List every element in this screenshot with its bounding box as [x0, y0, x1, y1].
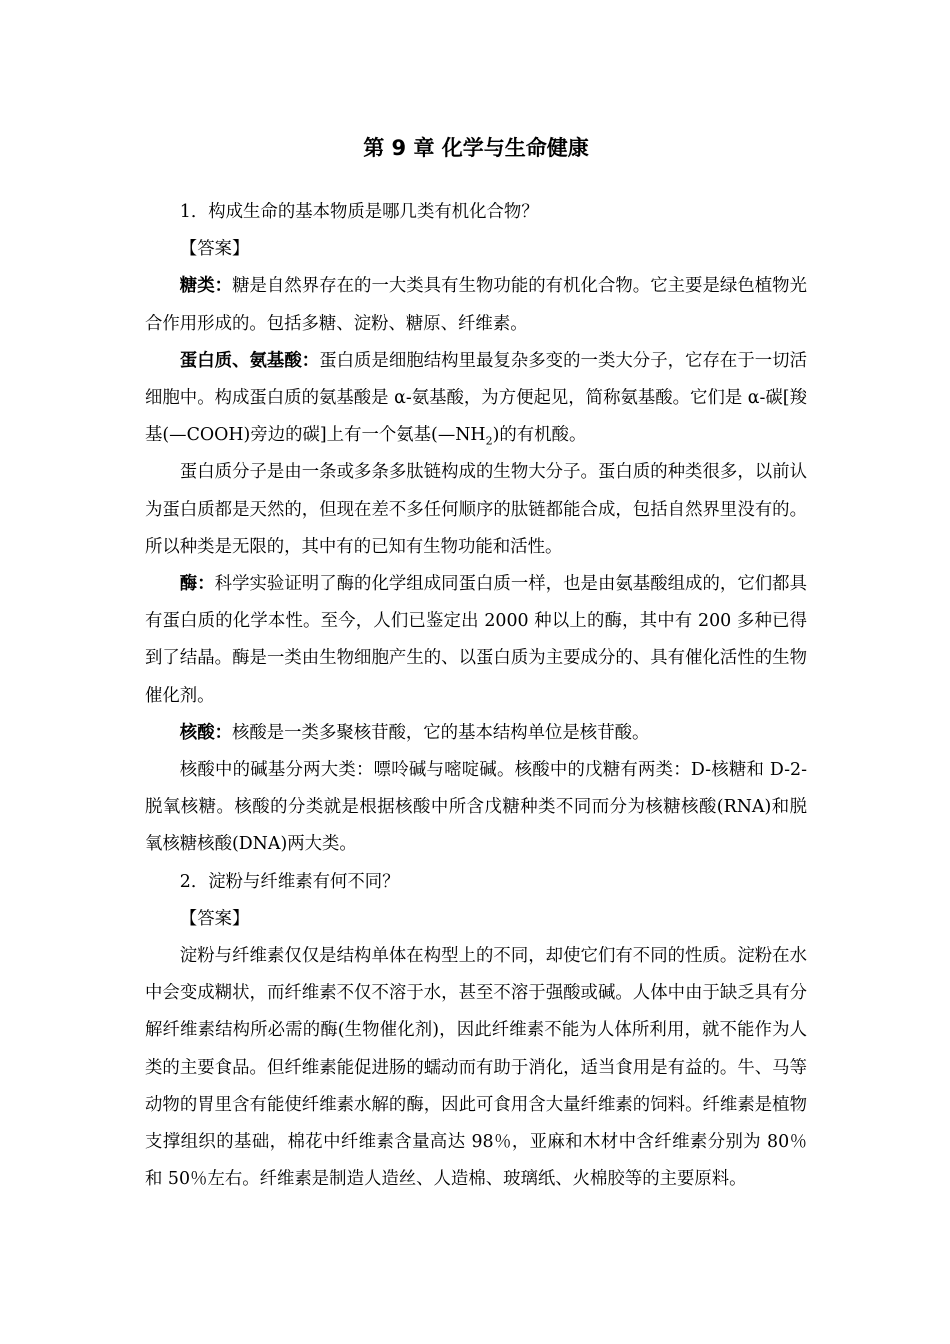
text-nucleic: 核酸是一类多聚核苷酸，它的基本结构单位是核苷酸。	[231, 722, 650, 743]
term-protein: 蛋白质、氨基酸：	[179, 350, 320, 371]
subscript-2: 2	[485, 434, 493, 448]
question-2: 2．淀粉与纤维素有何不同？	[179, 871, 400, 892]
chapter-title: 第 9 章 化学与生命健康	[363, 136, 589, 160]
answer-label-1: 【答案】	[179, 239, 250, 260]
paragraph-sugar	[145, 268, 807, 342]
paragraph-enzyme	[145, 566, 807, 715]
paragraph-protein-2: 蛋白质分子是由一条或多条多肽链构成的生物大分子。蛋白质的种类很多，以前认为蛋白质都是天然的，但现在差不多任何顺序的肽链都能合成，包括自然界里没有的。所以种类是无限的，其中有的已知有生物功能和活性。	[145, 462, 807, 557]
document-page	[145, 130, 807, 1198]
text-protein-a: 蛋白质是细胞结构里最复杂多变的一类大分子，它存在于一切活细胞中。构成蛋白质的氨基酸是 α-氨基酸，为方便起见，简称氨基酸。它们是 α-碳[羧基(—COOH)旁边的碳]上有一个氨基(—NH	[145, 350, 807, 446]
question-1: 1．构成生命的基本物质是哪几类有机化合物？	[179, 202, 539, 222]
term-sugar: 糖类：	[179, 276, 233, 297]
text-enzyme: 科学实验证明了酶的化学组成同蛋白质一样，也是由氨基酸组成的，它们都具有蛋白质的化学本性。至今，人们已鉴定出 2000 种以上的酶，其中有 200 多种已得到了结晶。酶是一类由生物细胞产生的、以蛋白质为主要成分的、具有催化活性的生物催化剂。	[145, 574, 807, 706]
text-sugar: 糖是自然界存在的一大类具有生物功能的有机化合物。它主要是绿色植物光合作用形成的。包括多糖、淀粉、糖原、纤维素。	[145, 276, 807, 334]
paragraph-nucleic-2: 核酸中的碱基分两大类：嘌呤碱与嘧啶碱。核酸中的戊糖有两类：D-核糖和 D-2-脱氧核糖。核酸的分类就是根据核酸中所含戊糖种类不同而分为核糖核酸(RNA)和脱氧核糖核酸(DNA)两大类。	[145, 760, 807, 855]
paragraph-starch-cellulose: 淀粉与纤维素仅仅是结构单体在构型上的不同，却使它们有不同的性质。淀粉在水中会变成糊状，而纤维素不仅不溶于水，甚至不溶于强酸或碱。人体中由于缺乏具有分解纤维素结构所必需的酶(生物催化剂)，因此纤维素不能为人体所利用，就不能作为人类的主要食品。但纤维素能促进肠的蠕动而有助于消化，适当食用是有益的。牛、马等动物的胃里含有能使纤维素水解的酶，因此可食用含大量纤维素的饲料。纤维素是植物支撑组织的基础，棉花中纤维素含量高达 98％，亚麻和木材中含纤维素分别为 80％和 50％左右。纤维素是制造人造丝、人造棉、玻璃纸、火棉胶等的主要原料。	[145, 946, 807, 1190]
term-nucleic: 核酸：	[179, 722, 232, 743]
paragraph-protein	[145, 343, 807, 455]
answer-label-2: 【答案】	[179, 908, 250, 929]
paragraph-nucleic	[145, 715, 807, 752]
text-protein-b: )的有机酸。	[492, 425, 587, 446]
term-enzyme: 酶：	[179, 574, 215, 595]
